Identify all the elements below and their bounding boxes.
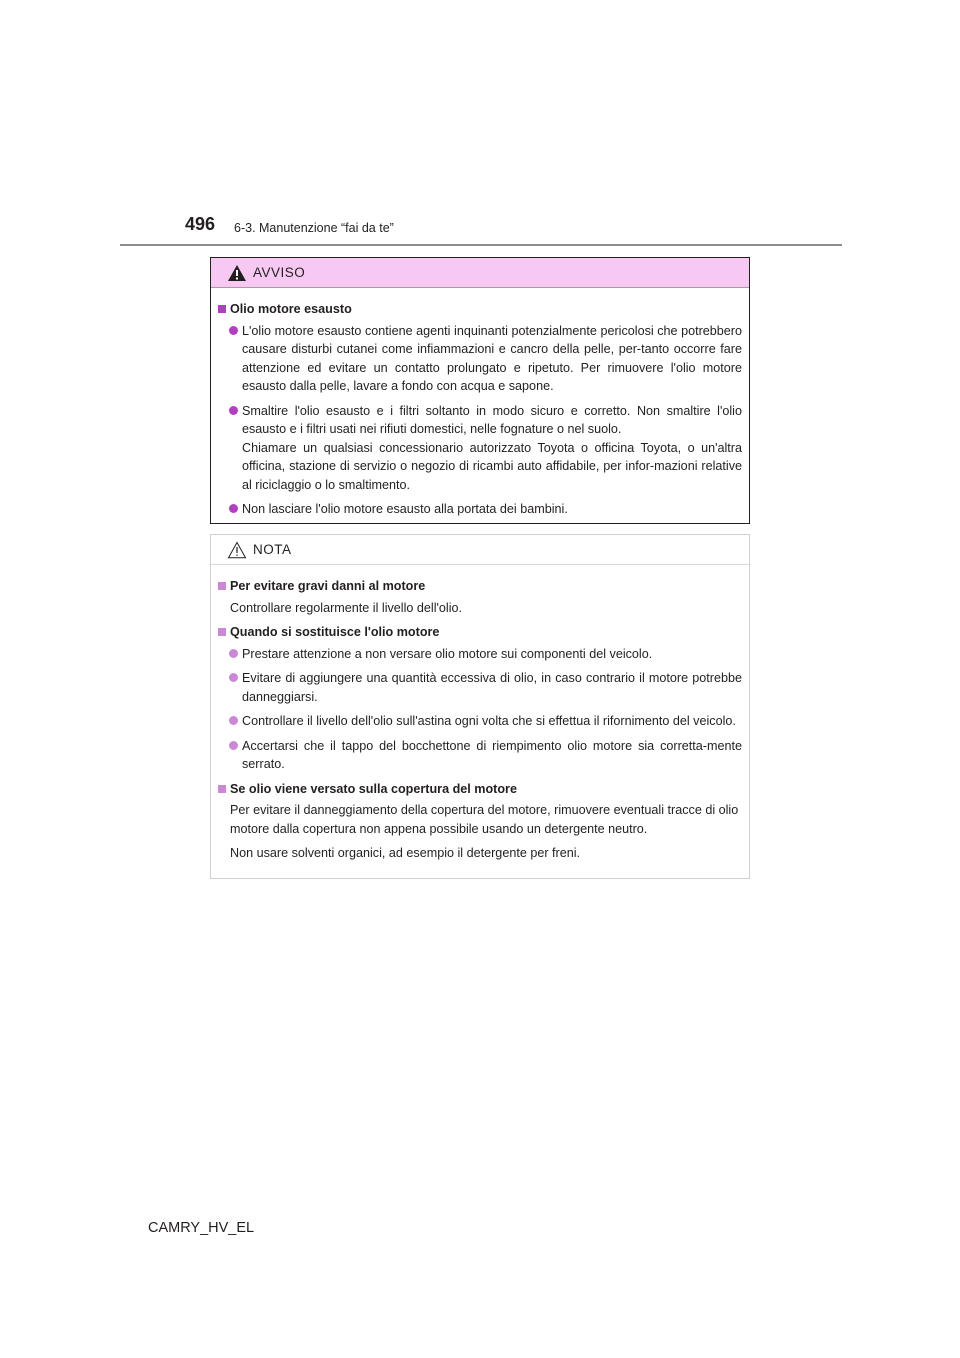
- note-heading-text: Quando si sostituisce l'olio motore: [230, 625, 440, 639]
- square-bullet-icon: [218, 785, 226, 793]
- section-title: 6-3. Manutenzione “fai da te”: [234, 221, 394, 235]
- note-heading: [218, 623, 742, 642]
- round-bullet-icon: [229, 741, 238, 750]
- round-bullet-icon: [229, 673, 238, 682]
- list-item-text: Accertarsi che il tappo del bocchettone di riempimento olio motore sia corretta-mente serrato.: [242, 738, 742, 771]
- note-paragraph: Controllare regolarmente il livello dell'olio.: [230, 600, 463, 615]
- warning-triangle-icon: [227, 264, 247, 282]
- warning-label: AVVISO: [253, 265, 306, 280]
- note-paragraph: Per evitare il danneggiamento della copertura del motore, rimuovere eventuali tracce di olio motore dalla copertura non appena possibile usando un detergente neutro.: [230, 803, 739, 836]
- list-item: [218, 500, 742, 519]
- warning-heading-text: Olio motore esausto: [230, 302, 352, 316]
- note-paragraph: Non usare solventi organici, ad esempio il detergente per freni.: [230, 846, 581, 860]
- list-item: [218, 669, 742, 706]
- warning-box-header: [211, 258, 749, 288]
- round-bullet-icon: [229, 649, 238, 658]
- warning-heading: [218, 300, 742, 319]
- list-item-text: Controllare il livello dell'olio sull'astina ogni volta che si effettua il rifornimento del veicolo.: [242, 714, 736, 728]
- square-bullet-icon: [218, 582, 226, 590]
- document-code: CAMRY_HV_EL: [148, 1220, 255, 1236]
- note-heading: [218, 780, 742, 799]
- warning-body: [211, 288, 749, 519]
- list-item-text: Evitare di aggiungere una quantità eccessiva di olio, in caso contrario il motore potrebbe danneggiarsi.: [242, 671, 742, 704]
- page-number: 496: [185, 214, 216, 234]
- round-bullet-icon: [229, 326, 238, 335]
- note-box: [210, 534, 750, 879]
- list-item-text: Prestare attenzione a non versare olio motore sui componenti del veicolo.: [242, 646, 653, 661]
- square-bullet-icon: [218, 628, 226, 636]
- header-rule: [120, 244, 842, 246]
- note-heading-text: Per evitare gravi danni al motore: [230, 579, 426, 593]
- list-item: [218, 737, 742, 774]
- warning-box: [210, 257, 750, 524]
- note-box-header: [211, 535, 749, 565]
- note-heading-text: Se olio viene versato sulla copertura del motore: [230, 781, 517, 796]
- list-item: [218, 402, 742, 495]
- square-bullet-icon: [218, 305, 226, 313]
- list-item-text-continued: Chiamare un qualsiasi concessionario autorizzato Toyota o officina Toyota, o un'altra officina, stazione di servizio o negozio di ricambi auto affidabile, per infor-mazioni relative al riciclaggio o lo smaltimento.: [242, 440, 742, 492]
- list-item-text: L'olio motore esausto contiene agenti inquinanti potenzialmente pericolosi che potrebbero causare disturbi cutanei come infiammazioni e cancro della pelle, per-tanto occorre fare attenzione ed evitare un contatto prolungato e ripetuto. Per rimuovere l'olio motore esausto dalla pelle, lavare a fondo con acqua e sapone.: [242, 323, 742, 393]
- note-label: NOTA: [253, 542, 292, 557]
- round-bullet-icon: [229, 716, 238, 725]
- list-item: [218, 645, 742, 664]
- list-item: [218, 712, 742, 731]
- note-body: [211, 565, 749, 863]
- note-heading: [218, 577, 742, 596]
- caution-triangle-outline-icon: [227, 541, 247, 559]
- list-item-text: Smaltire l'olio esausto e i filtri soltanto in modo sicuro e corretto. Non smaltire l'olio esausto e i filtri usati nei rifiuti domestici, nelle fognature o nel suolo.: [242, 403, 742, 436]
- round-bullet-icon: [229, 406, 238, 415]
- list-item-text: Non lasciare l'olio motore esausto alla portata dei bambini.: [242, 502, 568, 516]
- list-item: [218, 322, 742, 396]
- round-bullet-icon: [229, 504, 238, 513]
